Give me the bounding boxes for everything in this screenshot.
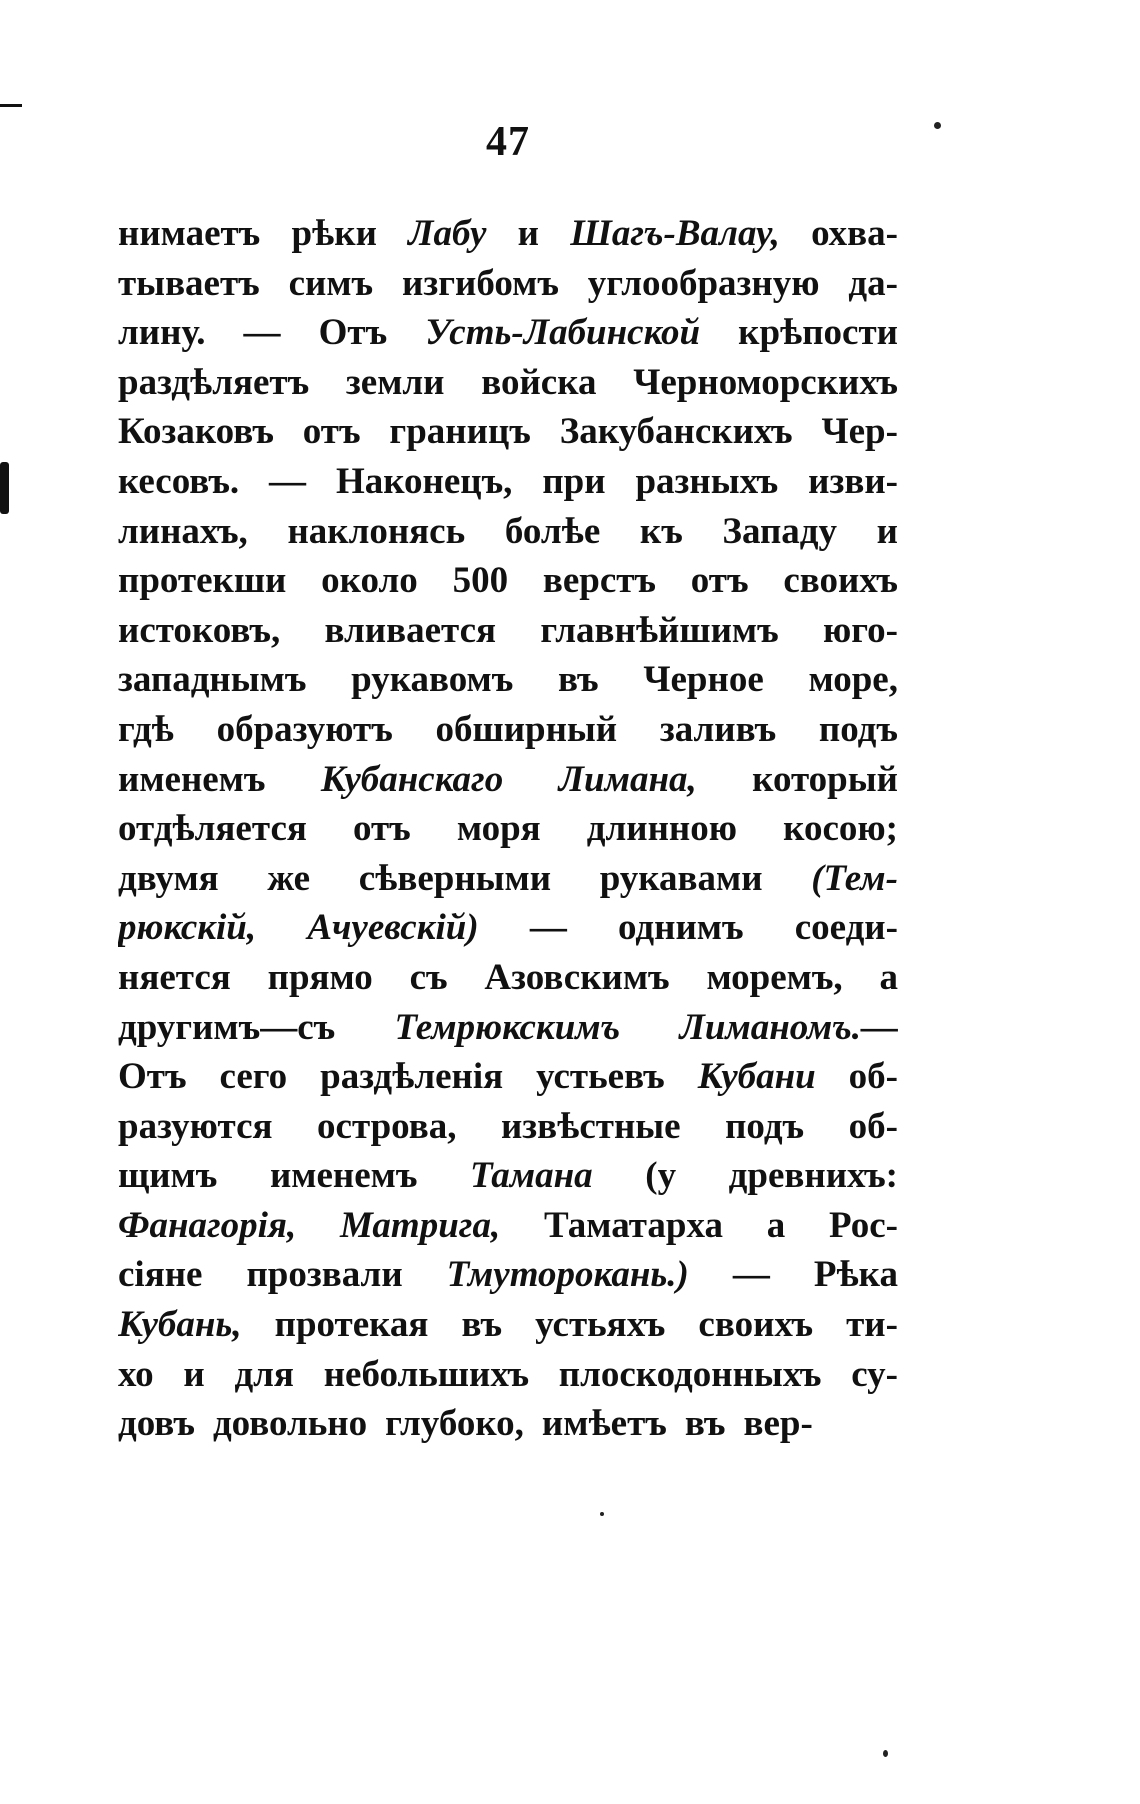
- word: раздѣленія: [320, 1056, 504, 1098]
- word: отъ: [690, 560, 749, 602]
- word: разныхъ: [635, 460, 779, 502]
- word: и: [517, 213, 539, 254]
- word: Черноморскихъ: [633, 361, 898, 403]
- word: главнѣйшимъ: [540, 609, 779, 651]
- word: истоковъ,: [118, 609, 281, 651]
- word: Козаковъ: [118, 411, 274, 453]
- word: —: [243, 312, 281, 354]
- word: хо: [118, 1353, 154, 1395]
- word: рукавами: [599, 857, 763, 899]
- word: отъ: [353, 808, 411, 850]
- word: Рѣка: [813, 1254, 898, 1296]
- text-line: [118, 410, 898, 460]
- word: образуютъ: [216, 708, 393, 750]
- word: для: [234, 1353, 294, 1395]
- word: другимъ—съ: [118, 1006, 336, 1048]
- word: заливъ: [659, 708, 777, 750]
- word: и: [183, 1353, 205, 1395]
- word: 500: [452, 560, 509, 602]
- word: сего: [219, 1056, 288, 1098]
- word: моря: [456, 808, 541, 850]
- word: (у: [645, 1155, 677, 1197]
- word: косою;: [783, 808, 898, 850]
- word: вер-: [743, 1403, 813, 1445]
- word: Черное: [643, 659, 764, 701]
- text-line: [118, 758, 898, 808]
- word: линахъ,: [118, 510, 248, 552]
- text-line: [118, 1204, 898, 1254]
- word: именемъ: [118, 758, 266, 800]
- word: Рос-: [829, 1204, 898, 1246]
- text-line: [118, 262, 898, 312]
- word: Темрюкскимъ: [394, 1006, 621, 1048]
- word: именемъ: [269, 1155, 418, 1197]
- word: да-: [848, 262, 898, 304]
- body-text: [118, 212, 898, 1452]
- word: рукавомъ: [351, 659, 514, 701]
- word: прямо: [267, 956, 373, 998]
- word: въ: [684, 1403, 726, 1445]
- text-line: [118, 708, 898, 758]
- word: вливается: [324, 609, 497, 651]
- word: углообразную: [587, 262, 820, 304]
- text-line: [118, 906, 898, 956]
- word: —: [732, 1254, 770, 1296]
- word: крѣпости: [738, 312, 898, 354]
- text-line: [118, 1006, 898, 1056]
- word: Фанагорія,: [118, 1204, 297, 1246]
- text-line: [118, 212, 898, 262]
- word: Закубанскихъ: [559, 411, 793, 453]
- text-line: [118, 1353, 898, 1403]
- scan-edge-mark: [0, 462, 9, 514]
- word: Чер-: [821, 411, 898, 453]
- word: Отъ: [118, 1056, 187, 1098]
- word: юго-: [823, 609, 898, 651]
- scan-speck: [883, 1750, 888, 1757]
- word: наклонясь: [287, 510, 466, 552]
- word: Усть-Лабинской: [425, 312, 701, 354]
- word: и: [876, 510, 898, 552]
- word: рѣки: [291, 213, 377, 254]
- text-line: [118, 609, 898, 659]
- scan-speck: [600, 1512, 604, 1516]
- word: гдѣ: [118, 708, 174, 750]
- word: море,: [808, 659, 898, 701]
- text-line: [118, 1253, 898, 1303]
- word: изви-: [808, 460, 898, 502]
- word: границъ: [389, 411, 531, 453]
- word: —: [269, 460, 307, 502]
- word: Шагъ-Валау,: [570, 213, 780, 254]
- word: отдѣляется: [118, 808, 307, 850]
- word: Матрига,: [340, 1204, 501, 1246]
- word: обширный: [435, 708, 618, 750]
- word: подъ: [725, 1105, 805, 1147]
- text-line: [118, 510, 898, 560]
- word: Отъ: [318, 312, 388, 354]
- word: имѣетъ: [541, 1403, 667, 1445]
- text-line: [118, 361, 898, 411]
- word: двумя: [118, 857, 219, 899]
- word: однимъ: [618, 907, 744, 949]
- word: протекая: [274, 1304, 429, 1346]
- word: войска: [481, 361, 597, 403]
- word: съ: [409, 956, 448, 998]
- word: же: [267, 857, 311, 899]
- word: прозвали: [246, 1254, 403, 1296]
- text-line: [118, 1402, 898, 1452]
- word: Лабу: [408, 213, 487, 254]
- page-number: 47: [486, 119, 530, 165]
- text-line: [118, 1303, 898, 1353]
- word: около: [321, 560, 418, 602]
- word: нимаетъ: [118, 213, 261, 254]
- word: симъ: [288, 262, 374, 304]
- word: Лиманомъ.—: [679, 1006, 898, 1048]
- word: Тамана: [470, 1155, 593, 1197]
- word: су-: [851, 1353, 898, 1395]
- word: своихъ: [698, 1304, 814, 1346]
- word: сіяне: [118, 1254, 203, 1296]
- word: раздѣляетъ: [118, 361, 310, 403]
- word: древнихъ:: [728, 1155, 898, 1197]
- word: няется: [118, 956, 231, 998]
- word: а: [766, 1204, 786, 1246]
- word: изгибомъ: [402, 262, 559, 304]
- word: глубоко,: [385, 1403, 524, 1445]
- word: ти-: [846, 1304, 898, 1346]
- word: при: [542, 460, 606, 502]
- word: об-: [848, 1056, 898, 1098]
- text-line: [118, 559, 898, 609]
- word: болѣе: [504, 510, 601, 552]
- word: моремъ,: [706, 956, 843, 998]
- word: длинною: [586, 808, 738, 850]
- text-line: [118, 807, 898, 857]
- text-line: [118, 460, 898, 510]
- word: устьевъ: [536, 1056, 665, 1098]
- word: Наконецъ,: [335, 460, 513, 502]
- word: щимъ: [118, 1155, 218, 1197]
- word: въ: [461, 1304, 503, 1346]
- text-line: [118, 1154, 898, 1204]
- word: сѣверными: [358, 857, 552, 899]
- word: небольшихъ: [323, 1353, 530, 1395]
- word: извѣстные: [500, 1105, 681, 1147]
- word: Лимана,: [558, 758, 697, 800]
- word: а: [879, 956, 898, 998]
- word: къ: [639, 510, 683, 552]
- word: об-: [848, 1105, 898, 1147]
- text-line: [118, 857, 898, 907]
- word: соеди-: [794, 907, 898, 949]
- word: охва-: [811, 213, 898, 254]
- word: плоскодонныхъ: [558, 1353, 822, 1395]
- word: который: [752, 758, 898, 800]
- word: протекши: [118, 560, 287, 602]
- text-line: [118, 311, 898, 361]
- scan-edge-mark: [0, 104, 22, 107]
- word: Кубани: [697, 1056, 816, 1098]
- word: довъ: [118, 1403, 195, 1445]
- word: своихъ: [783, 560, 898, 602]
- word: земли: [345, 361, 445, 403]
- word: отъ: [302, 411, 361, 453]
- text-line: [118, 1105, 898, 1155]
- word: Тмуторокань.): [446, 1254, 689, 1296]
- scan-speck: [934, 122, 941, 129]
- word: Кубанскаго: [320, 758, 504, 800]
- text-line: [118, 1055, 898, 1105]
- text-line: [118, 658, 898, 708]
- word: Таматарха: [543, 1204, 723, 1246]
- word: кесовъ.: [118, 460, 240, 502]
- word: Ачуевскій): [307, 907, 479, 949]
- word: Кубань,: [118, 1304, 242, 1346]
- word: лину.: [118, 312, 206, 354]
- text-line: [118, 956, 898, 1006]
- word: рюкскій,: [118, 907, 257, 949]
- word: довольно: [212, 1403, 368, 1445]
- word: въ: [558, 659, 599, 701]
- word: —: [529, 907, 567, 949]
- word: верстъ: [542, 560, 656, 602]
- word: тываетъ: [118, 262, 260, 304]
- word: разуются: [118, 1105, 273, 1147]
- word: подъ: [818, 708, 898, 750]
- word: западнымъ: [118, 659, 307, 701]
- word: (Тем-: [811, 857, 898, 899]
- word: Азовскимъ: [484, 956, 670, 998]
- word: острова,: [317, 1105, 457, 1147]
- word: Западу: [722, 510, 837, 552]
- word: устьяхъ: [535, 1304, 666, 1346]
